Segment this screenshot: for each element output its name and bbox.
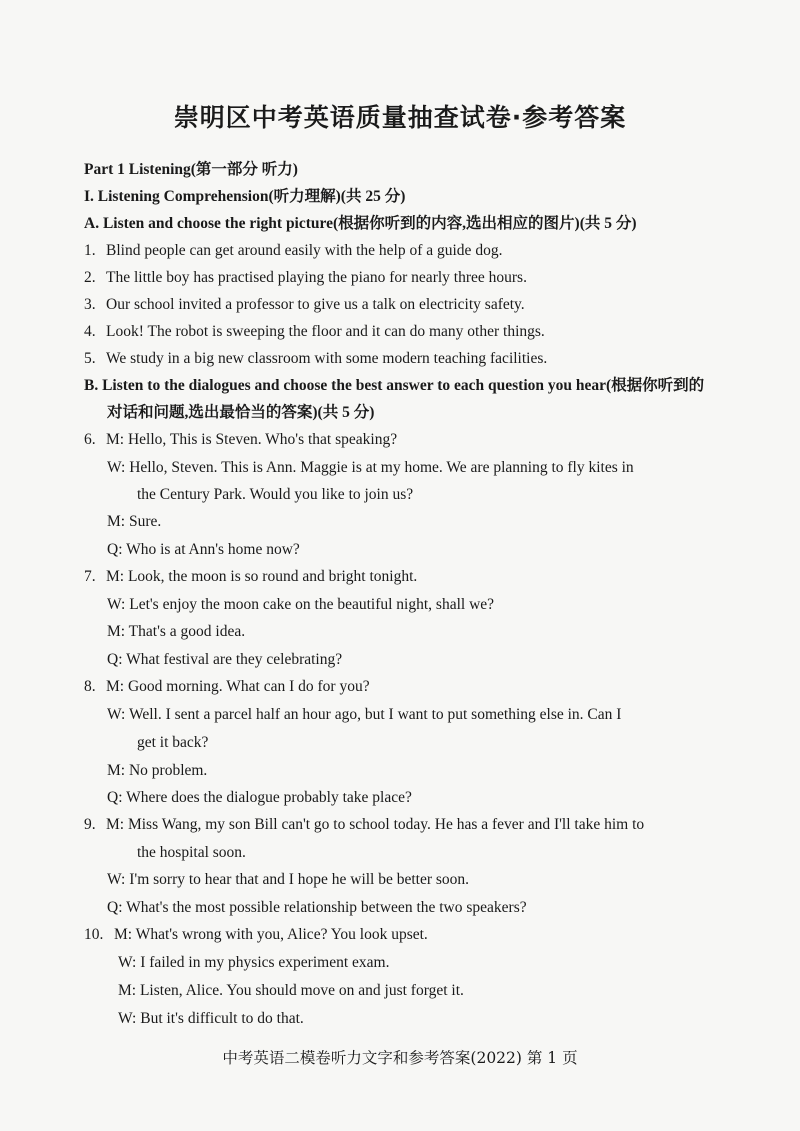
dialogue-line: W: I'm sorry to hear that and I hope he will be better soon. bbox=[107, 871, 470, 888]
item-text: We study in a big new classroom with some modern teaching facilities. bbox=[106, 350, 548, 367]
dialogue-line bbox=[84, 925, 428, 945]
dialogue-line: Q: What's the most possible relationship between the two speakers? bbox=[107, 899, 527, 916]
section-a-heading: A. Listen and choose the right picture(根据你听到的内容,选出相应的图片)(共 5 分) bbox=[84, 215, 637, 232]
dialogue-line: Q: What festival are they celebrating? bbox=[107, 651, 343, 668]
list-item bbox=[84, 322, 545, 342]
dialogue-text: M: Good morning. What can I do for you? bbox=[106, 678, 370, 695]
item-text: Look! The robot is sweeping the floor and it can do many other things. bbox=[106, 323, 545, 340]
dialogue-line: get it back? bbox=[137, 734, 209, 751]
dialogue-line bbox=[84, 567, 417, 587]
item-number: 10. bbox=[84, 926, 104, 943]
dialogue-line: M: That's a good idea. bbox=[107, 623, 246, 640]
dialogue-line: Q: Where does the dialogue probably take place? bbox=[107, 789, 412, 806]
dialogue-line: M: No problem. bbox=[107, 762, 208, 779]
item-number: 8. bbox=[84, 678, 96, 695]
page-title: 崇明区中考英语质量抽查试卷·参考答案 bbox=[173, 103, 627, 132]
dialogue-text: M: Miss Wang, my son Bill can't go to school today. He has a fever and I'll take him to bbox=[106, 816, 645, 833]
item-text: Blind people can get around easily with the help of a guide dog. bbox=[106, 242, 503, 259]
list-item bbox=[84, 268, 527, 288]
page-footer: 中考英语二模卷听力文字和参考答案(2022) 第 1 页 bbox=[222, 1049, 578, 1067]
list-item bbox=[84, 295, 525, 315]
item-number: 7. bbox=[84, 568, 96, 585]
dialogue-line: W: I failed in my physics experiment exam. bbox=[118, 954, 390, 971]
dialogue-line: W: Well. I sent a parcel half an hour ago, but I want to put something else in. Can I bbox=[107, 706, 622, 723]
list-item bbox=[84, 349, 547, 369]
dialogue-line: Q: Who is at Ann's home now? bbox=[107, 541, 300, 558]
item-number: 4. bbox=[84, 323, 96, 340]
part-heading: Part 1 Listening(第一部分 听力) bbox=[84, 161, 298, 178]
dialogue-line: M: Sure. bbox=[107, 513, 162, 530]
dialogue-line: the Century Park. Would you like to join us? bbox=[137, 486, 414, 503]
dialogue-text: M: Look, the moon is so round and bright tonight. bbox=[106, 568, 418, 585]
dialogue-line bbox=[84, 430, 397, 450]
item-number: 9. bbox=[84, 816, 96, 833]
item-number: 1. bbox=[84, 242, 96, 259]
item-text: Our school invited a professor to give us a talk on electricity safety. bbox=[106, 296, 525, 313]
item-number: 2. bbox=[84, 269, 96, 286]
dialogue-line bbox=[84, 677, 370, 697]
dialogue-line: W: Let's enjoy the moon cake on the beautiful night, shall we? bbox=[107, 596, 495, 613]
dialogue-text: M: What's wrong with you, Alice? You look upset. bbox=[114, 926, 428, 943]
dialogue-line: W: But it's difficult to do that. bbox=[118, 1010, 304, 1027]
dialogue-line: W: Hello, Steven. This is Ann. Maggie is at my home. We are planning to fly kites in bbox=[107, 459, 634, 476]
section-b-heading-cont: 对话和问题,选出最恰当的答案)(共 5 分) bbox=[107, 404, 375, 421]
list-item bbox=[84, 241, 502, 261]
item-number: 3. bbox=[84, 296, 96, 313]
dialogue-line bbox=[84, 815, 644, 835]
item-text: The little boy has practised playing the piano for nearly three hours. bbox=[106, 269, 527, 286]
section-i-heading: I. Listening Comprehension(听力理解)(共 25 分) bbox=[84, 188, 406, 205]
item-number: 5. bbox=[84, 350, 96, 367]
item-number: 6. bbox=[84, 431, 96, 448]
dialogue-line: M: Listen, Alice. You should move on and just forget it. bbox=[118, 982, 464, 999]
dialogue-line: the hospital soon. bbox=[137, 844, 246, 861]
section-b-heading: B. Listen to the dialogues and choose the best answer to each question you hear(根据你听到的 bbox=[84, 377, 705, 394]
dialogue-text: M: Hello, This is Steven. Who's that speaking? bbox=[106, 431, 398, 448]
